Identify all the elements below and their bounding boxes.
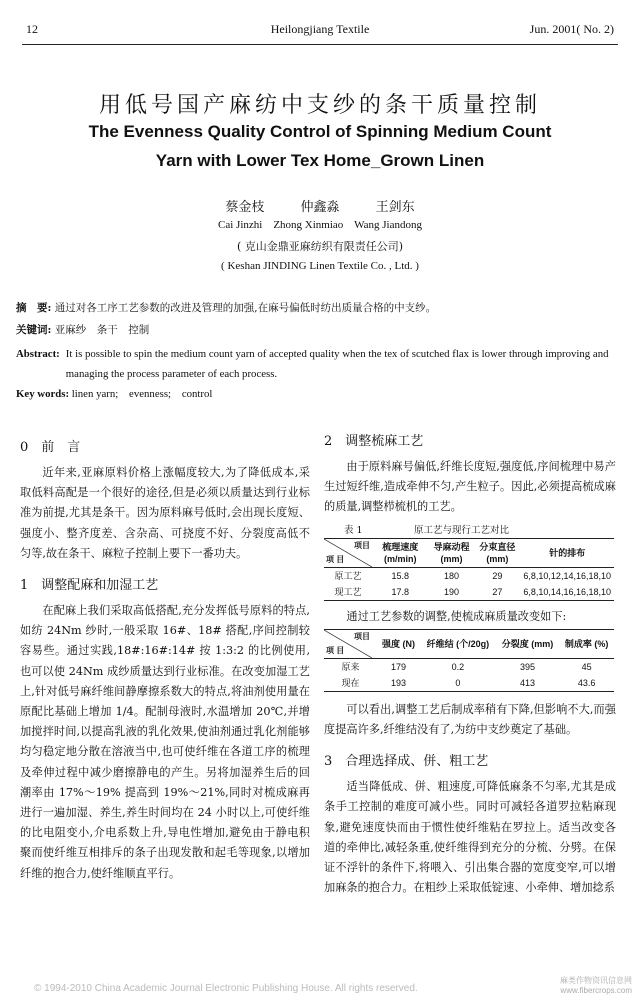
- site-url: www.fibercrops.com: [560, 986, 632, 995]
- table-2-header: 分裂度 (mm): [501, 638, 554, 649]
- affiliation-chinese: ( 克山金鼎亚麻纺织有限责任公司): [236, 240, 404, 253]
- table-row: [324, 675, 614, 692]
- table-cell: 6,8,10,14,16,16,18,10: [523, 586, 611, 597]
- table-1: [324, 538, 614, 601]
- table-2: [324, 629, 614, 692]
- section-0-heading: 0 前 言: [20, 440, 81, 455]
- table-1-header: 导麻动程 (mm): [433, 541, 470, 564]
- author-3: 王剑东: [375, 200, 415, 215]
- table-cell: 395: [520, 661, 536, 672]
- section-2-paragraph: 由于原料麻号偏低,纤维长度短,强度低,序间梳理中易产生过短纤维,造成牵伸不匀,产生粒子。因此,必须提高梳成麻的质量,调整栉梳机的工艺。: [324, 460, 616, 514]
- section-3-heading: 3 合理选择成、併、粗工艺: [324, 754, 489, 770]
- table-cell: 190: [443, 586, 459, 597]
- abstract-label: 摘 要:: [16, 302, 52, 314]
- issue-label: Jun. 2001( No. 2): [529, 22, 614, 36]
- section-1-heading: 1 调整配麻和加湿工艺: [20, 578, 159, 594]
- section-0-paragraph: 近年来,亚麻原料价格上涨幅度较大,为了降低成本,采取低料高配是一个很好的途径,但是必须以质量达到行业标准为前提,尤其是条干。因为原料麻号低时,会出现长度短、强度小、整齐度差、含杂高、可挠度不好、分裂度高低不匀等,故在条干、麻粒子控制上要下一番功夫。: [20, 466, 310, 560]
- table-2-header: 制成率 (%): [564, 638, 609, 649]
- copyright-watermark: © 1994-2010 China Academic Journal Electronic Publishing House. All rights reserved.: [34, 983, 418, 994]
- table-1-header: 针的排布: [549, 547, 586, 558]
- keywords-label: 关键词:: [16, 324, 52, 336]
- keywords-en-label: Key words:: [16, 388, 70, 400]
- table-cell: 45: [581, 661, 592, 672]
- title-chinese: 用低号国产麻纺中支纱的条干质量控制: [98, 93, 541, 118]
- site-watermark: [560, 976, 632, 996]
- table-cell: 29: [492, 570, 503, 581]
- abstract-chinese: [16, 300, 616, 315]
- title-english-line1: The Evenness Quality Control of Spinning Medium Count: [88, 122, 552, 141]
- right-column: [324, 430, 616, 898]
- page-number: 12: [26, 22, 38, 36]
- table-1-corner: 项目 项 目: [324, 538, 372, 567]
- table-row: [324, 584, 614, 601]
- author-2: 仲鑫淼: [300, 200, 340, 215]
- abstract-en-label: Abstract:: [16, 348, 60, 360]
- table-1-number: 表 1: [344, 524, 363, 536]
- table-cell: 15.8: [391, 570, 409, 581]
- journal-name: Heilongjiang Textile: [270, 22, 370, 36]
- keywords-text: 亚麻纱 条干 控制: [54, 324, 150, 336]
- left-column: [20, 436, 310, 884]
- table-cell: 现在: [341, 677, 360, 688]
- table-cell: 17.8: [391, 586, 409, 597]
- keywords-en-text: linen yarn; evenness; control: [71, 388, 213, 400]
- table-1-header: 梳理速度 (m/min): [382, 541, 419, 564]
- table-cell: 现工艺: [334, 586, 362, 597]
- table-cell: 27: [492, 586, 503, 597]
- abstract-text: 通过对各工序工艺参数的改进及管理的加强,在麻号偏低时纺出质量合格的中支纱。: [54, 302, 437, 314]
- keywords-english: [16, 388, 616, 400]
- table-cell: 193: [391, 677, 407, 688]
- section-2-conclusion: 可以看出,调整工艺后制成率稍有下降,但影响不大,而强度提高许多,纤维结没有了,为纺中支纱奠定了基础。: [324, 702, 616, 737]
- authors-chinese: [0, 196, 640, 215]
- table-row: [324, 567, 614, 584]
- table-2-intro: 通过工艺参数的调整,使梳成麻质量改变如下:: [346, 609, 567, 623]
- table-1-caption: [324, 522, 616, 536]
- keywords-chinese: [16, 322, 616, 337]
- section-2-heading: 2 调整梳麻工艺: [324, 434, 424, 449]
- table-cell: 413: [520, 677, 536, 688]
- author-1: 蔡金枝: [225, 200, 265, 215]
- table-cell: 0.2: [451, 661, 465, 672]
- abstract-en-text: It is possible to spin the medium count yarn of accepted quality when the tex of scutched flax is lower through improving and managing the process parameter of each process.: [65, 348, 609, 380]
- table-cell: 原来: [341, 661, 360, 672]
- section-1-paragraph: 在配麻上我们采取高低搭配,充分发挥低号原料的特点,如纺 24Nm 纱时,一般采取 16#、18# 搭配,序间控制较容易些。通过实践,18#:16#:14# 按 1:3:2 的比例使用,也可以使 24Nm 成纱质量达到行业标准。在改变加湿工艺上,针对低号麻纤维间静摩擦系数大的特点,将油剂使用量在原配比基础上增加 1/4。配制母液时,水温增加 20℃,并增加搅拌时间,以提高乳液的乳化效果,使油剂通过乳化剂能够均匀稳定地分散在溶液当中,也可使纤维在各道工序的梳理及牵伸过程中减少磨擦静电的产生。另将加湿养生后的回潮率由 17%～19% 提高到 19%～21%,同时对梳成麻再进行一遍加湿、养生,养生时间均在 24 小时以上,可使纤维的比电阻变小,介电系数上升,导电性增加,避免由于静电积聚而使纤维互相排斥的条子出现发散和起毛等现象,以增加纤维的抱合力,使纤维顺直平行。: [20, 604, 310, 880]
- abstract-english: [16, 344, 616, 384]
- section-3-paragraph: 适当降低成、併、粗速度,可降低麻条不匀率,尤其是成条手工控制的难度可减小些。同时可减轻各道罗拉粘麻现象,避免速度快而由于惯性使纤维粘在罗拉上。适当改变各道的牵伸比,减轻条重,使纤维得到充分的分梳、分劈。在保证不浮针的条件下,将喂入、引出集合器的宽度变窄,可以增加麻条的抱合力。在粗纱上采取低锭速、小牵伸、增加捻系: [324, 780, 616, 895]
- table-cell: 6,8,10,12,14,16,18,10: [523, 570, 611, 581]
- table-row: [324, 658, 614, 675]
- site-name: 麻类作物资讯信息网: [560, 976, 632, 985]
- table-2-header: 纤维结 (个/20g): [426, 638, 490, 649]
- table-2-corner: 项目 项 目: [324, 629, 377, 658]
- table-2-header: 强度 (N): [382, 638, 416, 649]
- table-cell: 0: [455, 677, 461, 688]
- header-rule: [22, 44, 618, 45]
- table-1-header: 分束直径 (mm): [479, 541, 516, 564]
- title-english-line2: Yarn with Lower Tex Home_Grown Linen: [155, 151, 485, 170]
- table-cell: 179: [391, 661, 407, 672]
- authors-english: Cai Jinzhi Zhong Xinmiao Wang Jiandong: [218, 219, 422, 231]
- table-cell: 43.6: [577, 677, 596, 688]
- affiliation-english: ( Keshan JINDING Linen Textile Co. , Ltd. ): [221, 260, 419, 272]
- table-cell: 原工艺: [334, 570, 362, 581]
- table-cell: 180: [443, 570, 459, 581]
- table-1-title: 原工艺与现行工艺对比: [414, 524, 510, 536]
